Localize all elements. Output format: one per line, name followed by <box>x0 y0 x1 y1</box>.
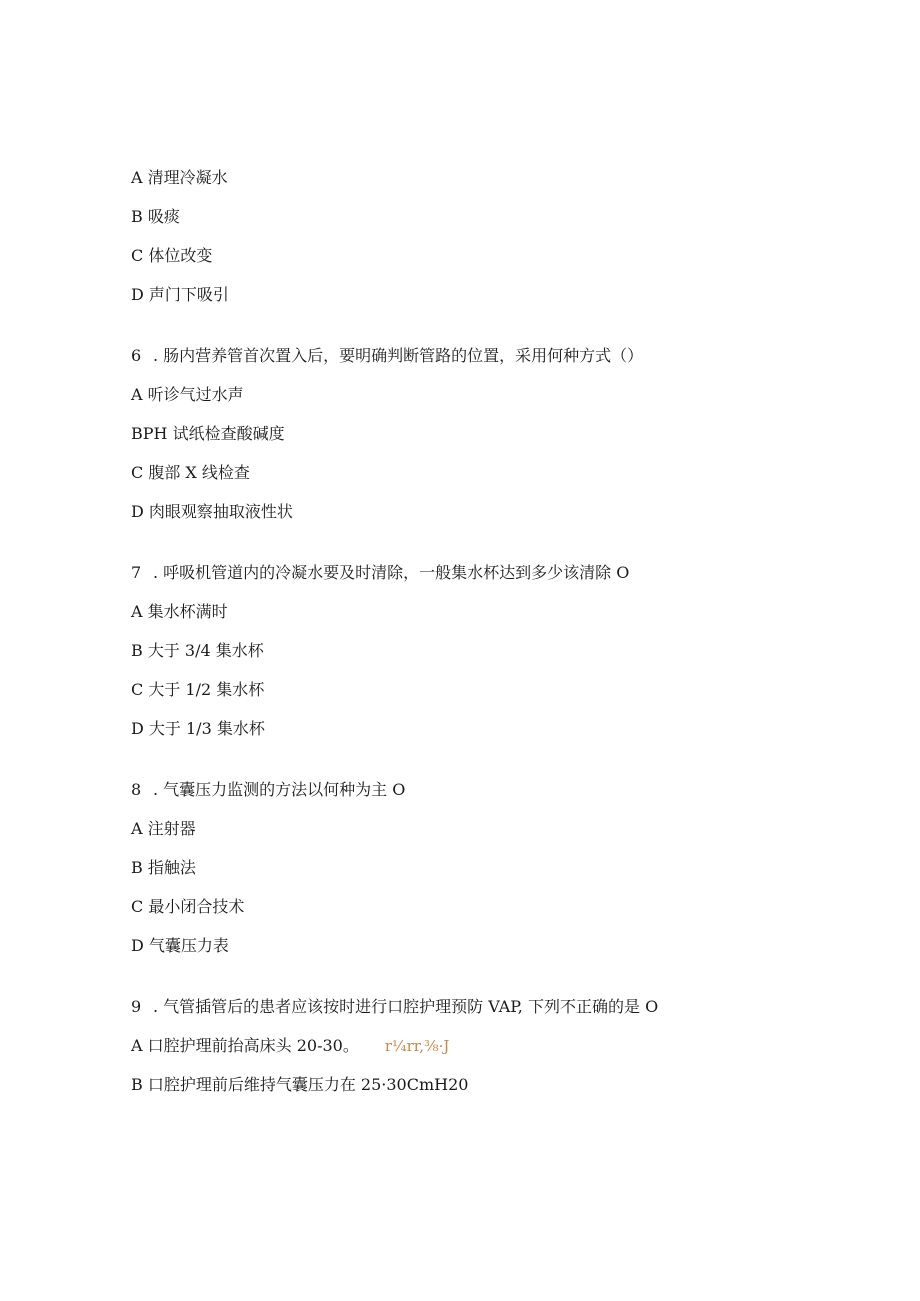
q8-option-b: B 指触法 <box>131 858 196 877</box>
question-6 <box>131 345 643 367</box>
question-number: 9 <box>131 997 142 1016</box>
q6-option-c: C 腹部 X 线检查 <box>131 463 250 482</box>
prev-option-b: B 吸痰 <box>131 207 180 226</box>
question-number: 7 <box>131 563 142 582</box>
option-text: A 口腔护理前抬高床头 20-30。 <box>131 1036 359 1055</box>
q8-option-c: C 最小闭合技术 <box>131 897 245 916</box>
q6-option-d: D 肉眼观察抽取液性状 <box>131 502 293 521</box>
q6-option-a: A 听诊气过水声 <box>131 385 244 404</box>
q9-option-a <box>131 1035 449 1057</box>
q7-option-b: B 大于 3/4 集水杯 <box>131 641 264 660</box>
question-text: . 气囊压力监测的方法以何种为主 O <box>153 780 406 799</box>
prev-option-a: A 清理冷凝水 <box>131 168 228 187</box>
q7-option-c: C 大于 1/2 集水杯 <box>131 680 265 699</box>
q8-option-d: D 气囊压力表 <box>131 936 229 955</box>
scan-artifact-note: r¼rr,⅜·J <box>384 1037 450 1055</box>
q8-option-a: A 注射器 <box>131 819 196 838</box>
q7-option-d: D 大于 1/3 集水杯 <box>131 719 265 738</box>
q9-option-b: B 口腔护理前后维持气囊压力在 25·30CmH20 <box>131 1075 469 1094</box>
question-number: 6 <box>131 346 142 365</box>
question-7 <box>131 562 629 584</box>
question-text: . 气管插管后的患者应该按时进行口腔护理预防 VAP, 下列不正确的是 O <box>153 997 659 1016</box>
q7-option-a: A 集水杯满时 <box>131 602 228 621</box>
prev-option-c: C 体位改变 <box>131 246 213 265</box>
question-text: . 呼吸机管道内的冷凝水要及时清除，一般集水杯达到多少该清除 O <box>153 563 630 582</box>
question-9 <box>131 996 658 1018</box>
question-text: . 肠内营养管首次置入后，要明确判断管路的位置，采用何种方式（） <box>153 346 644 365</box>
q6-option-b: BPH 试纸检查酸碱度 <box>131 424 285 443</box>
prev-option-d: D 声门下吸引 <box>131 285 229 304</box>
question-number: 8 <box>131 780 142 799</box>
question-8 <box>131 779 405 801</box>
